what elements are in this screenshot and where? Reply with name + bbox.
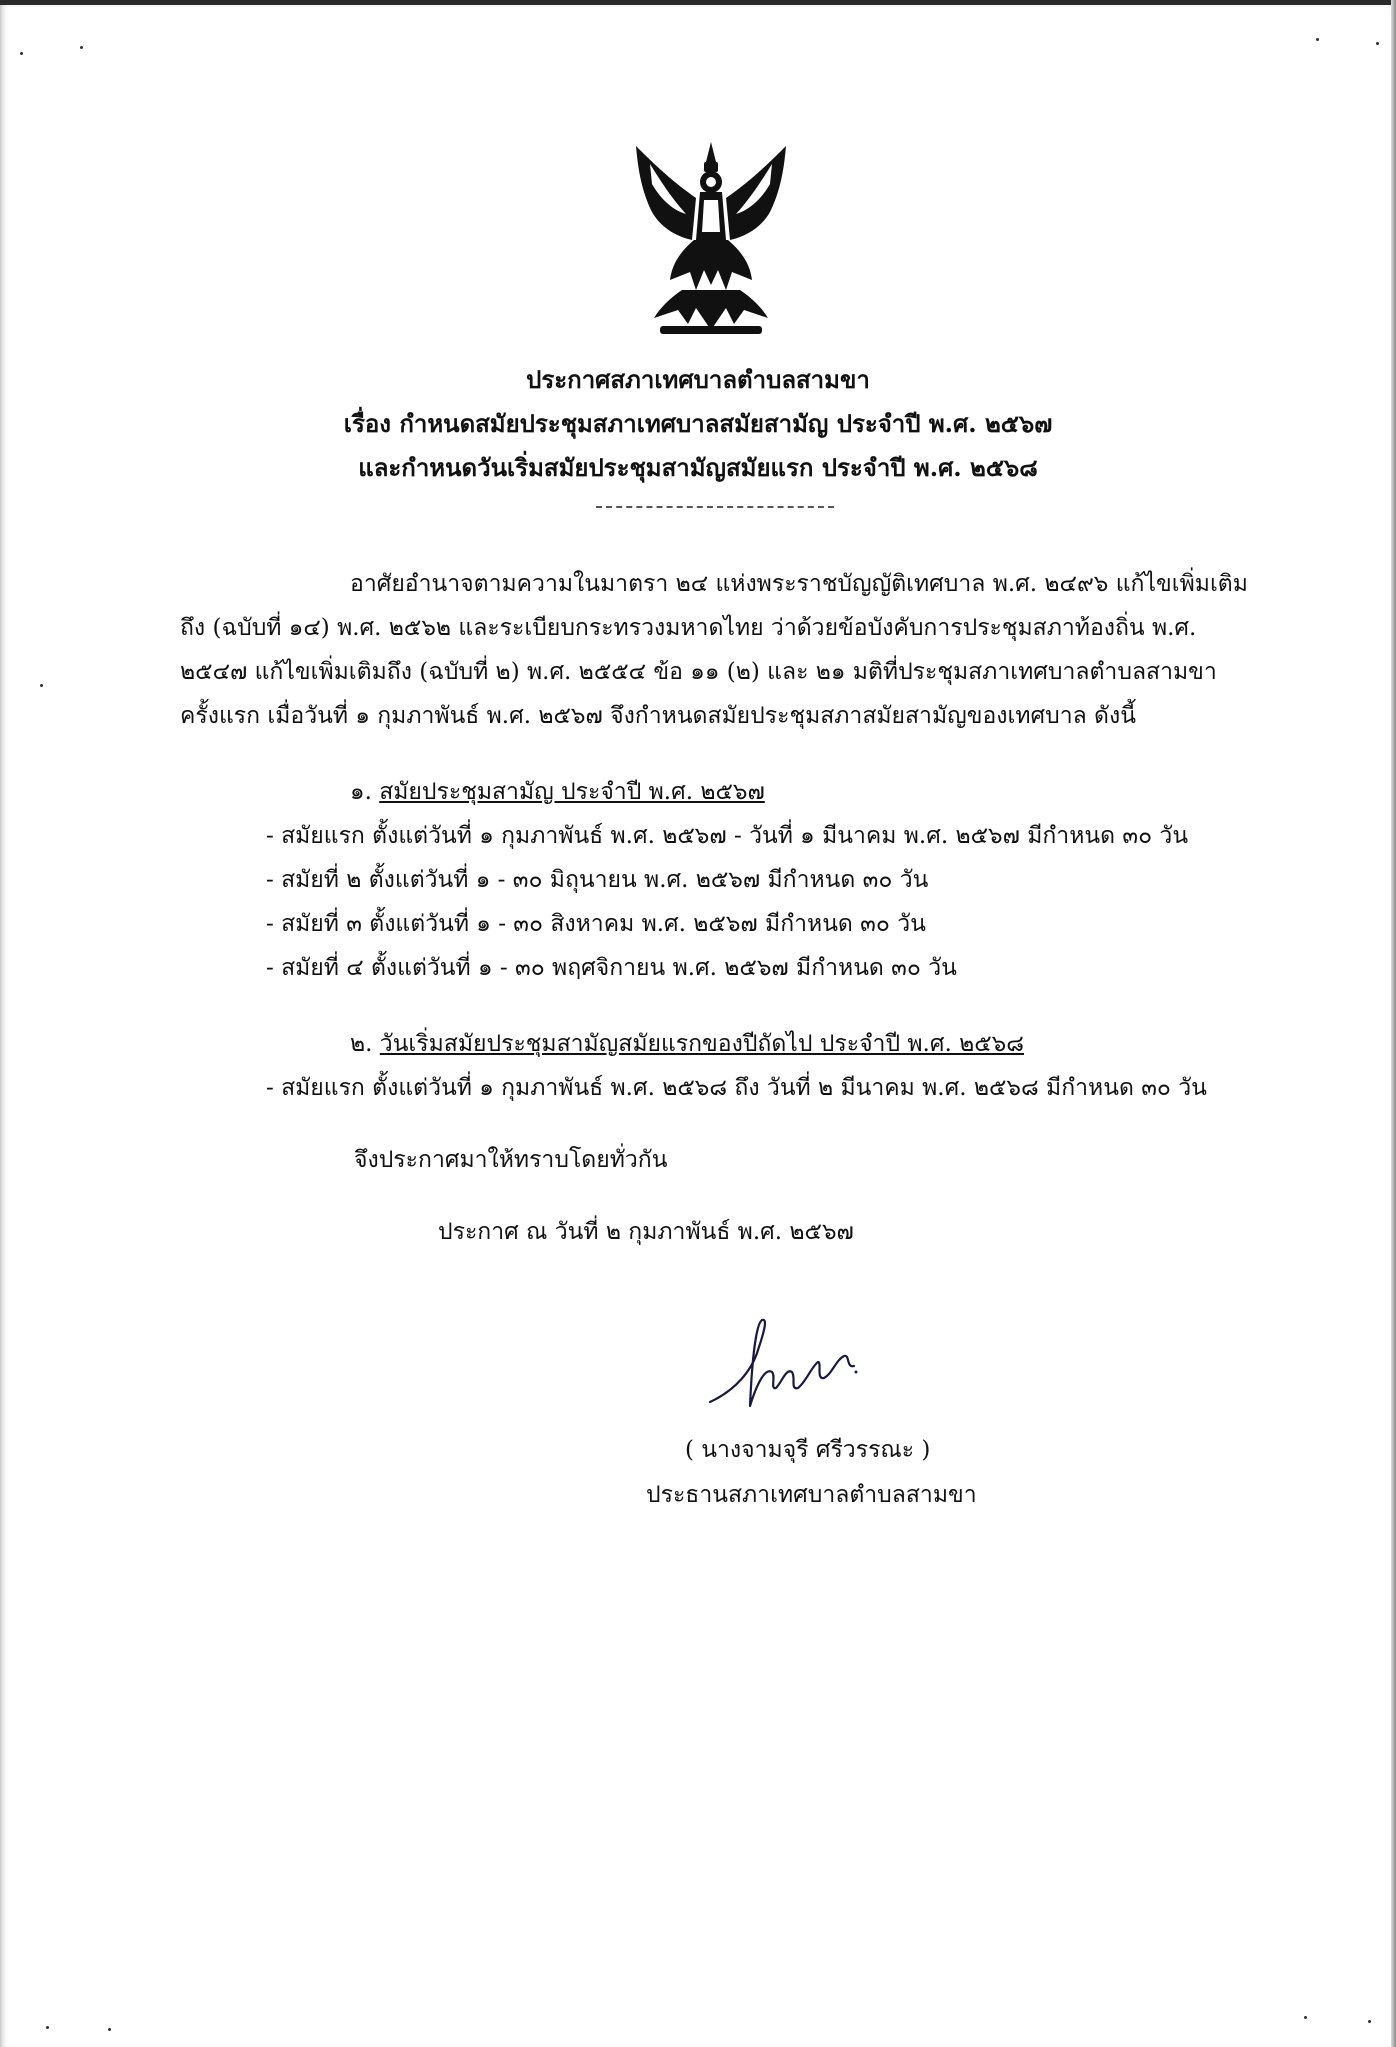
scan-top-edge [0, 0, 1396, 5]
section-1-heading [350, 774, 765, 810]
section-2-item: - สมัยแรก ตั้งแต่วันที่ ๑ กุมภาพันธ์ พ.ศ. ๒๕๖๘ ถึง วันที่ ๒ มีนาคม พ.ศ. ๒๕๖๘ มีกำหนด ๓๐ วัน [266, 1075, 1207, 1101]
scan-right-edge [1391, 0, 1396, 2047]
signer-name: ( นางจามจุรี ศรีวรรณะ ) [685, 1437, 931, 1463]
section-2-title: วันเริ่มสมัยประชุมสามัญสมัยแรกของปีถัดไป ประจำปี พ.ศ. ๒๕๖๘ [379, 1031, 1024, 1057]
scan-speck [108, 2028, 111, 2031]
title-line-3: และกำหนดวันเริ่มสมัยประชุมสามัญสมัยแรก ประจำปี พ.ศ. ๒๕๖๘ [358, 453, 1038, 482]
garuda-emblem-icon [630, 140, 792, 340]
scan-speck [46, 2026, 49, 2029]
paragraph-line: ๒๕๔๗ แก้ไขเพิ่มเติมถึง (ฉบับที่ ๒) พ.ศ. ๒๕๕๔ ข้อ ๑๑ (๒) และ ๒๑ มติที่ประชุมสภาเทศบาลตำบลสามขา [180, 659, 1217, 685]
scan-speck [20, 52, 23, 55]
scan-speck [1368, 2020, 1371, 2023]
scan-speck [1316, 38, 1319, 41]
scan-speck [40, 684, 43, 687]
section-2-heading [350, 1026, 1024, 1062]
announced-date: ประกาศ ณ วันที่ ๒ กุมภาพันธ์ พ.ศ. ๒๕๖๗ [438, 1219, 854, 1245]
section-1-item: - สมัยที่ ๒ ตั้งแต่วันที่ ๑ - ๓๐ มิถุนายน พ.ศ. ๒๕๖๗ มีกำหนด ๓๐ วัน [266, 867, 929, 893]
signer-position: ประธานสภาเทศบาลตำบลสามขา [646, 1482, 977, 1508]
section-1-item: - สมัยที่ ๓ ตั้งแต่วันที่ ๑ - ๓๐ สิงหาคม พ.ศ. ๒๕๖๗ มีกำหนด ๓๐ วัน [266, 911, 926, 937]
section-1-item: - สมัยแรก ตั้งแต่วันที่ ๑ กุมภาพันธ์ พ.ศ. ๒๕๖๗ - วันที่ ๑ มีนาคม พ.ศ. ๒๕๖๗ มีกำหนด ๓๐ วัน [266, 823, 1189, 849]
title-divider [596, 506, 834, 508]
paragraph-line: ถึง (ฉบับที่ ๑๔) พ.ศ. ๒๕๖๒ และระเบียบกระทรวงมหาดไทย ว่าด้วยข้อบังคับการประชุมสภาท้องถิ่น พ.ศ. [180, 615, 1197, 641]
paragraph-line: ครั้งแรก เมื่อวันที่ ๑ กุมภาพันธ์ พ.ศ. ๒๕๖๗ จึงกำหนดสมัยประชุมสภาสมัยสามัญของเทศบาล ดังนี้ [180, 703, 1136, 729]
scan-speck [80, 46, 83, 49]
section-1-number: ๑. [350, 779, 372, 805]
section-1-item: - สมัยที่ ๔ ตั้งแต่วันที่ ๑ - ๓๐ พฤศจิกายน พ.ศ. ๒๕๖๗ มีกำหนด ๓๐ วัน [266, 955, 957, 981]
paragraph-line: อาศัยอำนาจตามความในมาตรา ๒๔ แห่งพระราชบัญญัติเทศบาล พ.ศ. ๒๔๙๖ แก้ไขเพิ่มเติม [350, 571, 1248, 597]
scan-speck [1304, 2016, 1307, 2019]
scan-speck [1376, 42, 1379, 45]
title-line-2: เรื่อง กำหนดสมัยประชุมสภาเทศบาลสมัยสามัญ ประจำปี พ.ศ. ๒๕๖๗ [343, 409, 1053, 438]
title-line-1: ประกาศสภาเทศบาลตำบลสามขา [526, 365, 870, 394]
handwritten-signature [706, 1310, 866, 1420]
closing-statement: จึงประกาศมาให้ทราบโดยทั่วกัน [354, 1147, 668, 1173]
section-2-number: ๒. [350, 1031, 373, 1057]
section-1-title: สมัยประชุมสามัญ ประจำปี พ.ศ. ๒๕๖๗ [379, 779, 765, 805]
